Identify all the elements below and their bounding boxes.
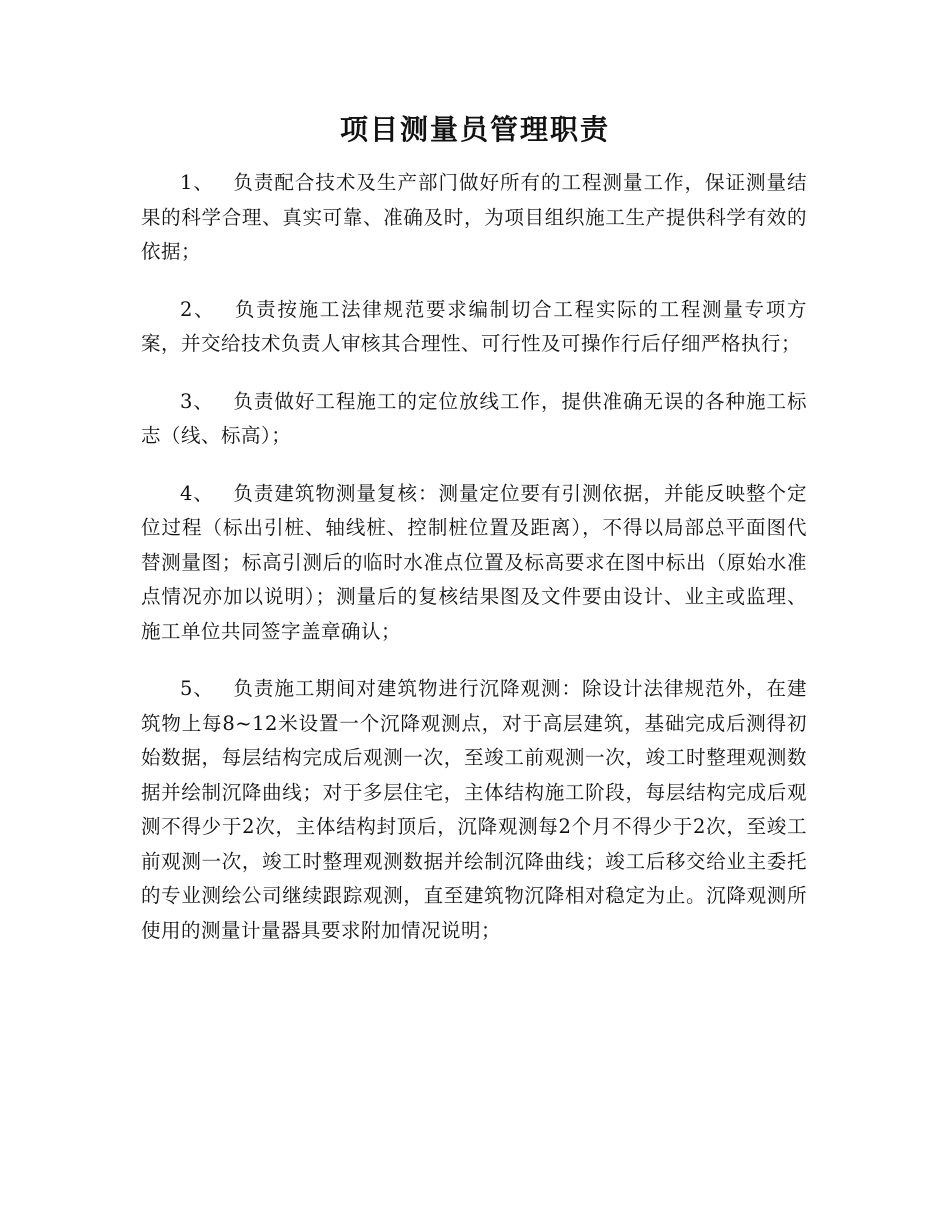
page-title: 项目测量员管理职责	[339, 113, 610, 146]
paragraph-1	[141, 166, 807, 270]
document-body	[141, 166, 807, 971]
paragraph-number: 2、	[180, 297, 216, 321]
paragraph-number: 5、	[180, 677, 214, 700]
paragraph-2	[141, 293, 807, 362]
paragraph-number: 4、	[180, 481, 214, 505]
paragraph-text: 负责建筑物测量复核：测量定位要有引测依据，并能反映整个定位过程（标出引桩、轴线桩、控制桩位置及距离），不得以局部总平面图代替测量图；标高引测后的临时水准点位置及标高要求在图中标出（原始水准点情况亦加以说明）；测量后的复核结果图及文件要由设计、业主或监理、施工单位共同签字盖章确认；	[141, 481, 807, 643]
paragraph-3	[141, 385, 807, 454]
paragraph-text: 负责施工期间对建筑物进行沉降观测：除设计法律规范外，在建筑物上每8~12米设置一个沉降观测点，对于高层建筑，基础完成后测得初始数据，每层结构完成后观测一次，至竣工前观测一次，竣工时整理观测数据并绘制沉降曲线；对于多层住宅，主体结构施工阶段，每层结构完成后观测不得少于2次，主体结构封顶后，沉降观测每2个月不得少于2次，至竣工前观测一次，竣工时整理观测数据并绘制沉降曲线；竣工后移交给业主委托的专业测绘公司继续跟踪观测，直至建筑物沉降相对稳定为止。沉降观测所使用的测量计量器具要求附加情况说明；	[141, 677, 807, 942]
paragraph-5	[141, 672, 807, 948]
paragraph-4	[141, 477, 807, 650]
paragraph-number: 3、	[180, 389, 214, 413]
paragraph-text: 负责按施工法律规范要求编制切合工程实际的工程测量专项方案，并交给技术负责人审核其合理性、可行性及可操作行后仔细严格执行；	[141, 297, 807, 355]
paragraph-number: 1、	[180, 171, 214, 194]
paragraph-text: 负责做好工程施工的定位放线工作，提供准确无误的各种施工标志（线、标高）；	[141, 389, 807, 447]
paragraph-text: 负责配合技术及生产部门做好所有的工程测量工作，保证测量结果的科学合理、真实可靠、准确及时，为项目组织施工生产提供科学有效的依据；	[141, 171, 807, 263]
